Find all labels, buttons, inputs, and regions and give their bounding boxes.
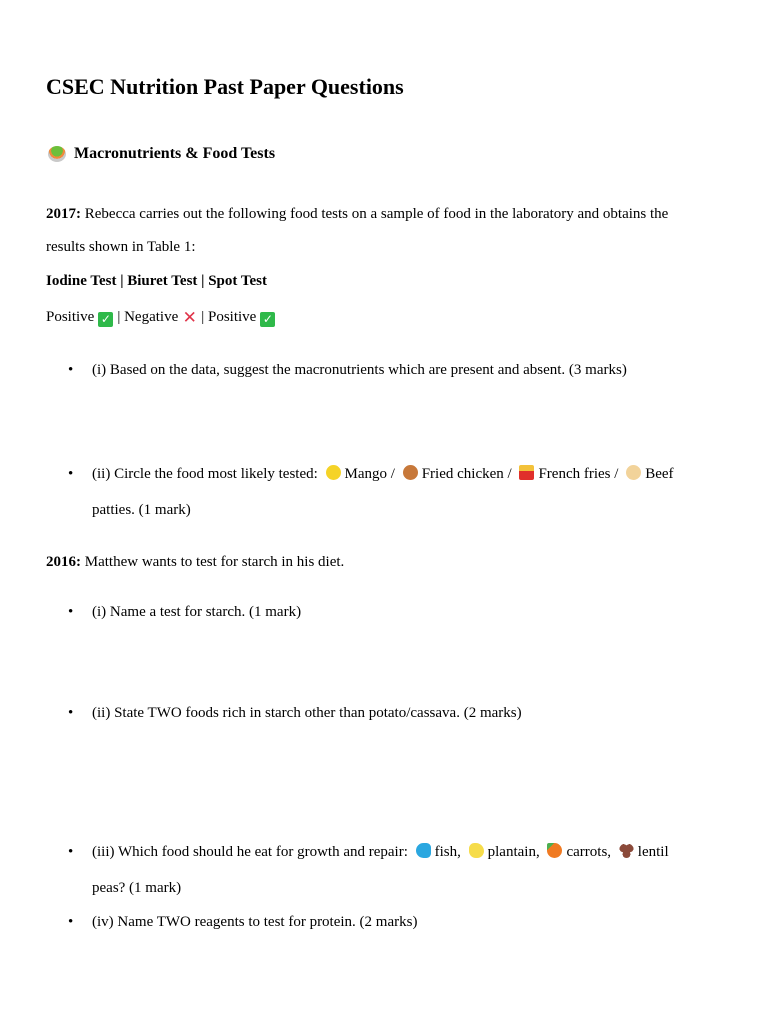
- bullet: •: [68, 705, 74, 721]
- question-2016-iv: (iv) Name TWO reagents to test for protein. (2 marks): [92, 914, 418, 930]
- lemon-icon: [326, 465, 341, 480]
- food-lentil: lentil: [637, 844, 669, 860]
- question-2017-ii-cont: patties. (1 mark): [92, 502, 191, 518]
- question-text: (iii) Which food should he eat for growth and repair:: [92, 844, 408, 860]
- carrot-icon: [547, 843, 562, 858]
- question-2017-i: (i) Based on the data, suggest the macronutrients which are present and absent. (3 marks): [92, 362, 627, 378]
- food-fish: fish,: [434, 844, 461, 860]
- question-2017-ii: [92, 464, 674, 484]
- question-2016-intro: [46, 552, 344, 572]
- chicken-leg-icon: [403, 465, 418, 480]
- question-2016-ii: (ii) State TWO foods rich in starch other than potato/cassava. (2 marks): [92, 705, 522, 721]
- bullet: •: [68, 362, 74, 378]
- year-label: 2017:: [46, 206, 81, 222]
- year-label: 2016:: [46, 554, 81, 570]
- banana-icon: [469, 843, 484, 858]
- question-text: Rebecca carries out the following food tests on a sample of food in the laboratory and obtains the: [84, 206, 669, 222]
- table-header: Iodine Test | Biuret Test | Spot Test: [46, 273, 267, 289]
- table-results-row: [46, 307, 279, 327]
- question-2016-i: (i) Name a test for starch. (1 mark): [92, 604, 302, 620]
- question-2016-iii: [92, 842, 669, 862]
- section-heading: [46, 145, 275, 163]
- dumpling-icon: [626, 465, 641, 480]
- bullet: •: [68, 466, 74, 482]
- salad-bowl-icon: [48, 146, 66, 162]
- bullet: •: [68, 604, 74, 620]
- food-fried-chicken: Fried chicken /: [421, 466, 512, 482]
- question-2017-line1: [46, 204, 668, 224]
- check-mark-icon: ✓: [260, 312, 275, 327]
- question-text: Matthew wants to test for starch in his diet.: [84, 554, 345, 570]
- question-2017-line2: results shown in Table 1:: [46, 239, 196, 255]
- result-biuret: | Negative: [117, 309, 179, 325]
- bullet: •: [68, 914, 74, 930]
- french-fries-icon: [519, 465, 534, 480]
- result-spot: | Positive: [201, 309, 257, 325]
- cross-mark-icon: ✕: [182, 308, 197, 328]
- food-plantain: plantain,: [487, 844, 540, 860]
- section-title: Macronutrients & Food Tests: [74, 145, 276, 162]
- fish-icon: [416, 843, 431, 858]
- food-mango: Mango /: [344, 466, 395, 482]
- beans-icon: [619, 843, 634, 858]
- result-iodine: Positive: [46, 309, 95, 325]
- page-title: CSEC Nutrition Past Paper Questions: [46, 74, 404, 99]
- question-text: (ii) Circle the food most likely tested:: [92, 466, 318, 482]
- food-french-fries: French fries /: [538, 466, 619, 482]
- check-mark-icon: ✓: [98, 312, 113, 327]
- question-2016-iii-cont: peas? (1 mark): [92, 880, 182, 896]
- food-carrots: carrots,: [566, 844, 612, 860]
- bullet: •: [68, 844, 74, 860]
- food-beef: Beef: [645, 466, 674, 482]
